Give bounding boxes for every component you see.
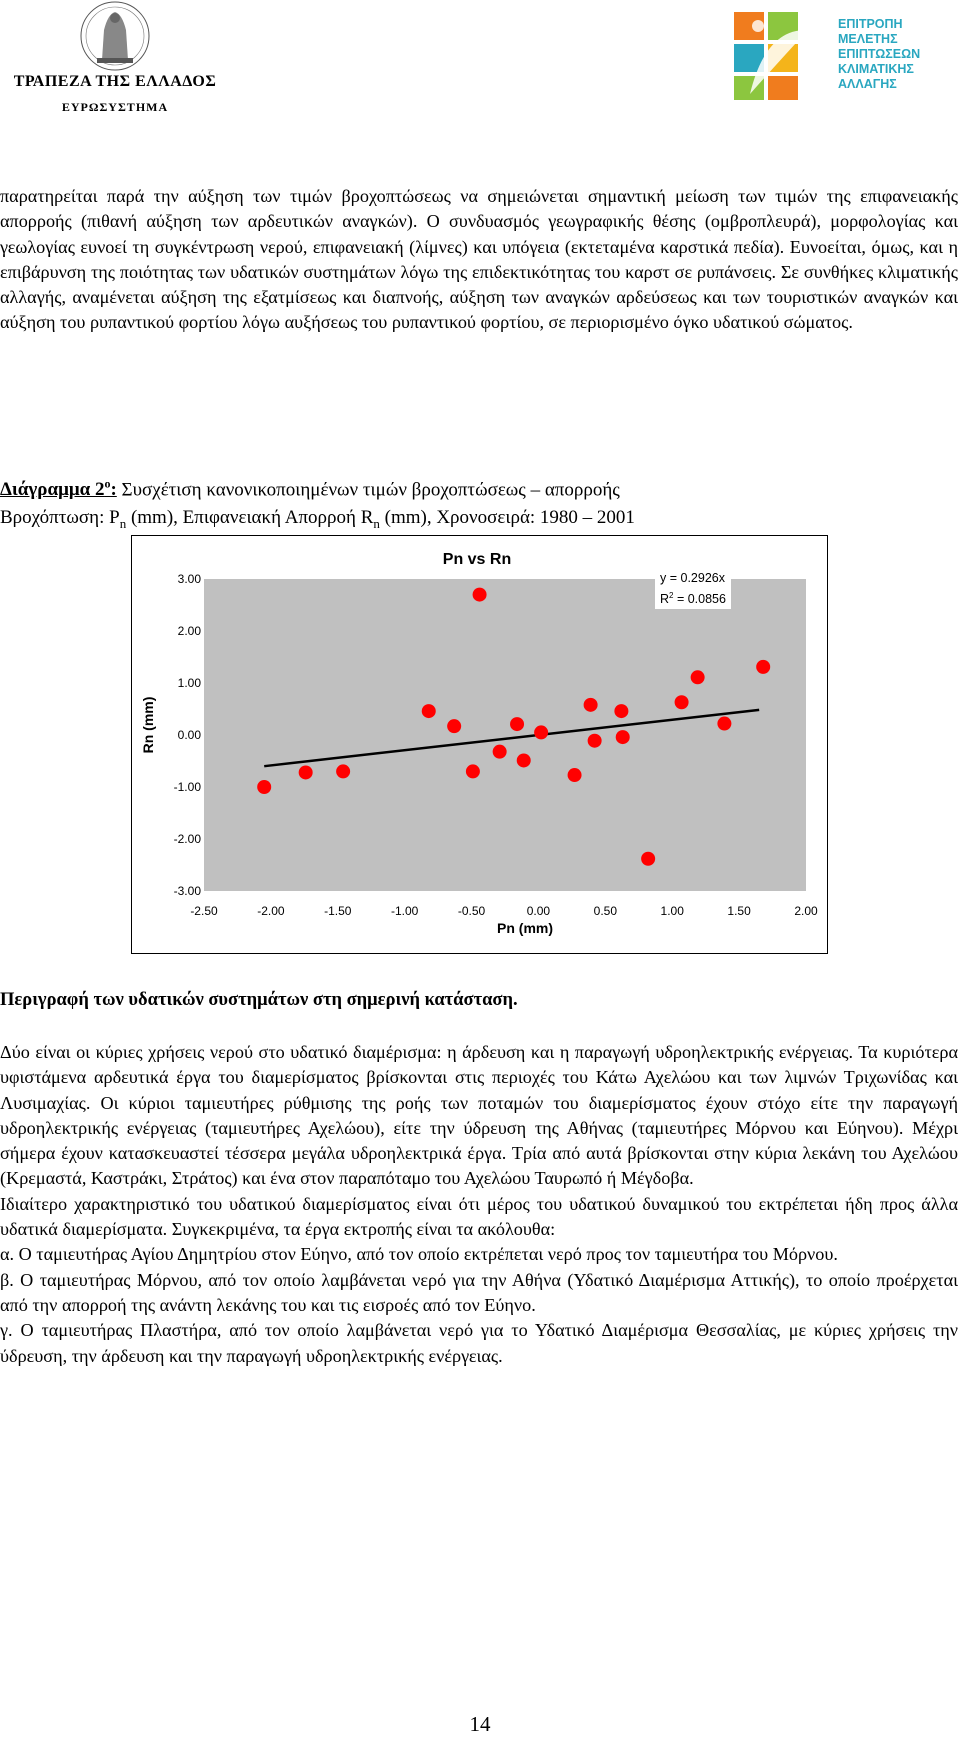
figure-caption (0, 470, 958, 538)
data-point (422, 704, 436, 718)
y-tick-label: 2.00 (177, 624, 201, 638)
caption-line-2 (0, 504, 958, 538)
body-paragraph: γ. Ο ταμιευτήρας Πλαστήρα, από τον οποίο λαμβάνεται νερό για το Υδατικό Διαμέρισμα Θεσσαλίας, με κύριες χρήσεις την ύδρευση, την άρδευση και την παραγωγή υδροηλεκτρικής ενέργειας. (0, 1320, 958, 1366)
caption-runoff-sub: n (373, 516, 380, 532)
data-point (257, 780, 271, 794)
data-point (675, 695, 689, 709)
data-point (691, 670, 705, 684)
data-point (510, 717, 524, 731)
x-tick-label: 1.00 (660, 904, 684, 918)
data-point (466, 764, 480, 778)
data-point (493, 745, 507, 759)
caption-rain-sub: n (119, 516, 127, 532)
data-point (473, 588, 487, 602)
plot-area (204, 579, 806, 891)
y-axis-label: Rn (mm) (140, 696, 156, 754)
bank-subtitle: ΕΥΡΩΣΥΣΤΗΜΑ (61, 100, 169, 114)
x-tick-label: 0.00 (526, 904, 551, 918)
y-tick-label: -2.00 (173, 832, 201, 846)
body-text (0, 1040, 958, 1369)
bank-name: ΤΡΑΠΕΖΑ ΤΗΣ ΕΛΛΑΔΟΣ (13, 73, 217, 90)
equation-line-1: y = 0.2926x (660, 571, 725, 585)
committee-emblem-icon (730, 8, 830, 108)
bank-emblem-icon (0, 0, 240, 75)
x-axis-label: Pn (mm) (497, 920, 553, 936)
data-point (517, 753, 531, 767)
body-paragraph: β. Ο ταμιευτήρας Μόρνου, από τον οποίο λαμβάνεται νερό για την Αθήνα (Υδατικό Διαμέρισμα Αττικής), το οποίο προέρχεται από την απορροή της ανάντη λεκάνης του και τις εισροές από τον Εύηνο. (0, 1269, 958, 1315)
x-tick-label: 2.00 (794, 904, 818, 918)
caption-runoff: (mm), Επιφανειακή Απορροή R (126, 507, 374, 529)
data-point (568, 768, 582, 782)
committee-line: ΕΠΙΤΡΟΠΗ (838, 17, 903, 31)
body-paragraph: α. Ο ταμιευτήρας Αγίου Δημητρίου στον Εύηνο, από τον οποίο εκτρέπεται νερό προς τον ταμιευτήρα του Μόρνου. (0, 1244, 838, 1265)
x-tick-label: 0.50 (593, 904, 618, 918)
data-point (584, 698, 598, 712)
caption-label-sup: ο (104, 477, 111, 491)
x-tick-label: -2.00 (257, 904, 285, 918)
page-number: 14 (469, 1712, 491, 1736)
caption-label: Διάγραμμα 2 (0, 479, 105, 501)
x-tick-label: 1.50 (727, 904, 751, 918)
r-squared-label: R (660, 592, 670, 606)
committee-line: ΕΠΙΠΤΩΣΕΩΝ (838, 47, 921, 61)
data-point (717, 717, 731, 731)
x-tick-label: -2.50 (190, 904, 218, 918)
committee-line: ΚΛΙΜΑΤΙΚΗΣ (838, 62, 914, 76)
committee-line: ΑΛΛΑΓΗΣ (838, 77, 897, 91)
data-point (614, 704, 628, 718)
r-squared-value: = 0.0856 (673, 592, 726, 606)
data-point (299, 765, 313, 779)
data-point (447, 719, 461, 733)
y-tick-label: 1.00 (177, 676, 201, 690)
caption-rain: Βροχόπτωση: P (0, 507, 120, 529)
intro-paragraph (0, 184, 958, 336)
caption-timeseries: (mm), Χρονοσειρά: 1980 – 2001 (379, 507, 635, 529)
intro-text: παρατηρείται παρά την αύξηση των τιμών βροχοπτώσεως να σημειώνεται σημαντική μείωση των τιμών της επιφανειακής απορροής (πιθανή αύξηση των αρδευτικών αναγκών). Ο συνδυασμός γεωγραφικής θέσης (ομβροπλευρά), μορφολογίας και γεωλογίας ευνοεί τη συγκέντρωση νερού, επιφανειακή (λίμνες) και υπόγεια (εκτεταμένα καρστικά πεδία). Ευνοείται, όμως, και η επιβάρυνση της ποιότητας των υδατικών συστημάτων λόγω της επιδεκτικότητας του καρστ σε ρυπάνσεις. Σε συνθήκες κλιματικής αλλαγής, αναμένεται αύξηση της εξατμίσεως και διαπνοής, αύξηση των αναγκών αρδεύσεως και των τουριστικών αναγκών και αύξηση του ρυπαντικού φορτίου λόγω αυξήσεως του ρυπαντικού φορτίου, σε περιορισμένο όγκο υδατικού σώματος. (0, 186, 958, 333)
data-point (534, 725, 548, 739)
chart-title: Pn vs Rn (442, 551, 512, 568)
x-tick-label: -0.50 (457, 904, 486, 918)
committee-name (838, 17, 958, 92)
section-heading: Περιγραφή των υδατικών συστημάτων στη σημερινή κατάσταση. (0, 990, 518, 1010)
data-point (641, 852, 655, 866)
caption-title: Συσχέτιση κανονικοποιημένων τιμών βροχοπτώσεως – απορροής (116, 479, 620, 501)
data-point (616, 730, 630, 744)
y-tick-label: 0.00 (177, 728, 201, 742)
y-tick-label: -1.00 (173, 780, 201, 794)
body-paragraph: Ιδιαίτερο χαρακτηριστικό του υδατικού διαμερίσματος είναι ότι μέρος του υδατικού δυναμικού του εκτρέπεται ήδη προς άλλα υδατικά διαμερίσματα. Συγκεκριμένα, τα έργα εκτροπής είναι τα ακόλουθα: (0, 1193, 958, 1240)
body-paragraph: Δύο είναι οι κύριες χρήσεις νερού στο υδατικό διαμέρισμα: η άρδευση και η παραγωγή υδροηλεκτρικής ενέργειας. Τα κυριότερα υφιστάμενα αρδευτικά έργα του διαμερίσματος βρίσκονται στις περιοχές του Κάτω Αχελώου και των λιμνών Τριχωνίδας και Λυσιμαχίας. Οι κύριοι ταμιευτήρες ρύθμισης της ροής των ποταμών του διαμερίσματος έχουν στόχο είτε την παραγωγή υδροηλεκτρικής ενέργειας (ταμιευτήρες Αχελώου), είτε την ύδρευση της Αθήνας (ταμιευτήρες Μόρνου και Εύηνου). Μέχρι σήμερα έχουν κατασκευαστεί τέσσερα μεγάλα υδροηλεκτρικά έργα. Τρία από αυτά βρίσκονται στην κύρια λεκάνη του Αχελώου (Κρεμαστά, Καστράκι, Στράτος) και ένα στον παραπόταμο του Αχελώου Ταυρωπό ή Μέγδοβα. (0, 1042, 958, 1189)
x-tick-label: -1.00 (390, 904, 419, 918)
caption-label-colon: : (110, 479, 117, 501)
y-tick-label: -3.00 (173, 884, 201, 898)
data-point (588, 734, 602, 748)
caption-line-1 (0, 470, 958, 504)
committee-line: ΜΕΛΕΤΗΣ (838, 32, 898, 46)
data-point (336, 764, 350, 778)
y-tick-label: 3.00 (177, 572, 201, 586)
r-squared-sup: 2 (669, 591, 674, 600)
scatter-chart (131, 535, 828, 954)
bank-of-greece-logo (0, 0, 240, 125)
x-tick-label: -1.50 (324, 904, 352, 918)
data-point (756, 660, 770, 674)
